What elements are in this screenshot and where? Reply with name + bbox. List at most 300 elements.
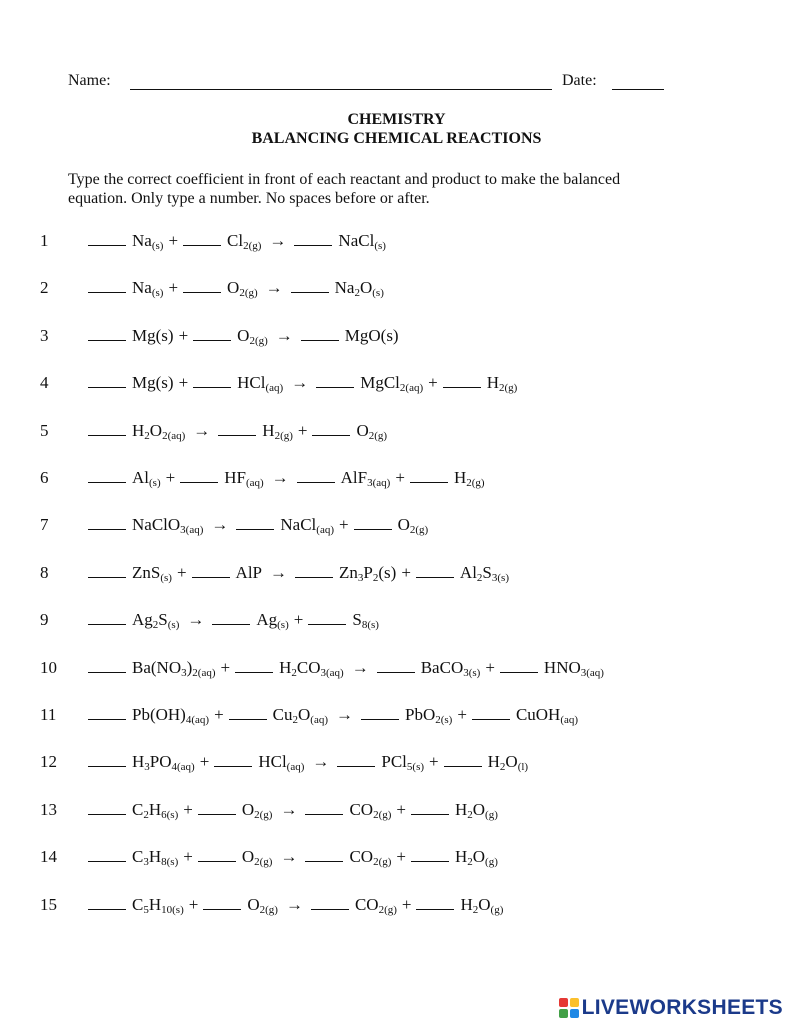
coefficient-blank[interactable] xyxy=(308,608,346,625)
formula-subscript: 3 xyxy=(143,856,149,869)
formula-subscript: 8(s) xyxy=(161,856,179,869)
formula-part: Pb(OH) xyxy=(132,705,186,724)
coefficient-blank[interactable] xyxy=(312,419,350,436)
chemical-formula xyxy=(487,752,529,774)
reaction-arrow: → xyxy=(285,894,303,914)
chemical-equation xyxy=(88,893,503,917)
plus-sign: + xyxy=(297,420,308,440)
coefficient-blank[interactable] xyxy=(212,608,250,625)
formula-subscript: 3 xyxy=(181,666,187,679)
chemical-formula xyxy=(242,800,273,819)
plus-sign: + xyxy=(199,752,210,772)
coefficient-blank[interactable] xyxy=(291,276,329,293)
coefficient-blank[interactable] xyxy=(198,798,236,815)
coefficient-blank[interactable] xyxy=(218,419,256,436)
formula-subscript: 3 xyxy=(357,571,364,584)
formula-part: O xyxy=(505,752,518,772)
coefficient-blank[interactable] xyxy=(337,750,375,767)
formula-part: ) xyxy=(186,657,193,677)
coefficient-blank[interactable] xyxy=(88,845,126,862)
chemical-equation xyxy=(88,798,498,822)
chemical-formula xyxy=(227,278,258,300)
chemical-equation xyxy=(88,750,528,774)
formula-part: AlF xyxy=(340,468,368,487)
liveworksheets-logo xyxy=(559,996,783,1020)
coefficient-blank[interactable] xyxy=(88,276,126,293)
formula-part: Na xyxy=(132,231,152,250)
date-field-line xyxy=(612,89,664,90)
plus-sign: + xyxy=(401,894,412,914)
formula-subscript: (g) xyxy=(485,856,498,869)
formula-subscript: (aq) xyxy=(560,714,579,726)
formula-part: CO xyxy=(349,847,374,867)
formula-subscript: (s) xyxy=(277,619,289,632)
chemical-formula xyxy=(236,563,262,582)
chemical-formula xyxy=(397,515,429,537)
coefficient-blank[interactable] xyxy=(88,893,126,910)
chemical-formula xyxy=(132,421,185,440)
chemical-formula xyxy=(132,326,174,345)
formula-part: CuOH xyxy=(515,705,561,724)
chemical-formula xyxy=(241,847,273,869)
formula-subscript: 2(g) xyxy=(368,429,388,442)
formula-subscript: (aq) xyxy=(265,382,284,395)
formula-part: Mg(s) xyxy=(132,373,174,393)
formula-subscript: 2(aq) xyxy=(162,429,186,442)
chemical-equation xyxy=(88,419,387,443)
formula-subscript: 2(g) xyxy=(373,856,392,869)
coefficient-blank[interactable] xyxy=(229,703,267,720)
formula-subscript: 2 xyxy=(292,714,298,726)
chemical-formula xyxy=(544,658,604,677)
formula-subscript: 10(s) xyxy=(161,903,184,916)
formula-part: C xyxy=(132,847,144,867)
coefficient-blank[interactable] xyxy=(443,371,481,388)
problem-number: 3 xyxy=(40,325,49,345)
reaction-arrow: → xyxy=(280,799,298,819)
coefficient-blank[interactable] xyxy=(411,798,449,815)
formula-subscript: 3(s) xyxy=(491,571,509,584)
formula-part: H xyxy=(486,373,499,393)
chemical-formula xyxy=(345,326,399,345)
chemical-formula xyxy=(132,800,178,819)
instructions-line-1: Type the correct coefficient in front of each reactant and product to make the balanced xyxy=(68,171,621,188)
formula-subscript: 2(g) xyxy=(373,808,392,821)
chemical-formula xyxy=(132,705,209,724)
coefficient-blank[interactable] xyxy=(180,466,218,483)
date-label: Date: xyxy=(562,72,597,89)
coefficient-blank[interactable] xyxy=(500,656,538,673)
formula-subscript: 2(g) xyxy=(249,334,268,347)
coefficient-blank[interactable] xyxy=(88,229,126,246)
formula-subscript: 2 xyxy=(291,666,297,679)
formula-subscript: 2 xyxy=(476,571,483,584)
formula-part: Al xyxy=(132,468,149,487)
chemical-formula xyxy=(132,752,195,774)
formula-part: O xyxy=(472,799,486,819)
formula-part: HF xyxy=(224,468,246,487)
reaction-arrow: → xyxy=(351,657,369,677)
chemical-formula xyxy=(355,895,397,914)
chemical-formula xyxy=(381,752,425,774)
formula-subscript: (g) xyxy=(490,903,504,916)
plus-sign: + xyxy=(293,610,304,630)
plus-sign: + xyxy=(176,562,187,582)
name-field-line xyxy=(130,89,552,90)
problem-number: 10 xyxy=(40,657,57,677)
coefficient-blank[interactable] xyxy=(361,703,399,720)
coefficient-blank[interactable] xyxy=(203,893,241,910)
plus-sign: + xyxy=(428,373,438,393)
formula-part: AlP xyxy=(235,562,263,582)
problem-number: 11 xyxy=(40,705,57,724)
formula-subscript: (aq) xyxy=(245,477,264,489)
formula-part: Cu xyxy=(272,705,293,724)
problem-number: 2 xyxy=(40,278,49,298)
plus-sign: + xyxy=(429,752,439,772)
coefficient-blank[interactable] xyxy=(88,513,126,530)
coefficient-blank[interactable] xyxy=(235,656,273,673)
formula-part: MgCl xyxy=(360,373,400,393)
reaction-arrow: → xyxy=(275,325,293,345)
chemical-equation xyxy=(88,703,578,727)
coefficient-blank[interactable] xyxy=(416,893,454,910)
coefficient-blank[interactable] xyxy=(88,419,126,436)
formula-subscript: (aq) xyxy=(286,761,305,774)
coefficient-blank[interactable] xyxy=(294,229,332,246)
logo-square-blue xyxy=(570,1009,579,1018)
chemical-formula xyxy=(339,563,396,582)
formula-part: O xyxy=(478,894,491,914)
chemical-formula xyxy=(227,231,261,250)
formula-subscript: (aq) xyxy=(316,524,334,537)
problem-number: 14 xyxy=(40,847,57,867)
coefficient-blank[interactable] xyxy=(88,466,126,483)
chemical-equation xyxy=(88,324,399,348)
formula-subscript: 2 xyxy=(472,903,479,916)
formula-part: H xyxy=(454,847,468,867)
formula-part: O xyxy=(241,799,255,819)
reaction-arrow: → xyxy=(270,562,288,582)
coefficient-blank[interactable] xyxy=(198,845,236,862)
formula-subscript: 2(g) xyxy=(254,808,273,821)
plus-sign: + xyxy=(395,468,405,487)
plus-sign: + xyxy=(396,847,406,867)
reaction-arrow: → xyxy=(291,373,309,393)
problem-number: 1 xyxy=(40,231,49,250)
formula-subscript: 2 xyxy=(372,571,379,584)
coefficient-blank[interactable] xyxy=(88,608,126,625)
name-label: Name: xyxy=(68,72,111,89)
formula-part: H xyxy=(460,894,473,914)
problem-number: 9 xyxy=(40,610,49,630)
coefficient-blank[interactable] xyxy=(377,656,415,673)
instructions-line-2: equation. Only type a number. No spaces before or after. xyxy=(68,190,430,207)
chemical-formula xyxy=(405,705,452,724)
chemical-formula xyxy=(132,278,164,300)
problem-number: 4 xyxy=(40,373,49,393)
coefficient-blank[interactable] xyxy=(316,371,354,388)
formula-part: BaCO xyxy=(420,657,464,677)
chemical-formula xyxy=(455,800,498,819)
formula-part: CO xyxy=(354,894,379,914)
chemical-formula xyxy=(279,658,344,677)
chemical-formula xyxy=(460,563,509,582)
formula-subscript: 2(aq) xyxy=(192,666,216,679)
formula-part: HCl xyxy=(258,752,287,772)
coefficient-blank[interactable] xyxy=(295,561,333,578)
coefficient-blank[interactable] xyxy=(297,466,335,483)
coefficient-blank[interactable] xyxy=(183,276,221,293)
coefficient-blank[interactable] xyxy=(88,656,126,673)
chemical-formula xyxy=(247,895,278,914)
formula-part: Ag xyxy=(132,610,153,630)
chemical-formula xyxy=(349,800,391,819)
formula-subscript: 8(s) xyxy=(361,619,379,632)
formula-part: P xyxy=(363,562,373,582)
coefficient-blank[interactable] xyxy=(88,324,126,341)
formula-subscript: (s) xyxy=(149,477,161,489)
formula-subscript: (aq) xyxy=(310,714,328,726)
formula-part: H xyxy=(453,468,467,487)
chemical-formula xyxy=(280,515,334,537)
formula-part: ZnS xyxy=(132,562,161,582)
plus-sign: + xyxy=(401,562,411,582)
coefficient-blank[interactable] xyxy=(301,324,339,341)
coefficient-blank[interactable] xyxy=(444,750,482,767)
coefficient-blank[interactable] xyxy=(214,750,252,767)
coefficient-blank[interactable] xyxy=(416,561,454,578)
logo-square-red xyxy=(559,998,568,1007)
chemical-formula xyxy=(273,705,328,724)
formula-subscript: 5(s) xyxy=(406,761,425,774)
formula-part: NaCl xyxy=(280,515,317,535)
reaction-arrow: → xyxy=(336,705,353,724)
formula-subscript: 3(aq) xyxy=(180,524,204,537)
formula-part: Mg(s) xyxy=(132,325,174,345)
problem-number: 6 xyxy=(40,468,49,487)
logo-square-yellow xyxy=(570,998,579,1007)
formula-part: O xyxy=(472,847,486,867)
formula-part: Na xyxy=(334,278,355,298)
formula-subscript: 2(aq) xyxy=(399,382,424,395)
plus-sign: + xyxy=(457,705,467,724)
worksheet-title xyxy=(0,110,793,148)
formula-subscript: 5 xyxy=(143,903,149,916)
chemical-formula xyxy=(486,373,518,395)
chemical-equation xyxy=(88,466,485,490)
formula-subscript: 2(g) xyxy=(239,287,258,300)
formula-subscript: (s) xyxy=(167,619,180,632)
coefficient-blank[interactable] xyxy=(88,561,126,578)
chemical-equation xyxy=(88,371,517,395)
formula-part: C xyxy=(132,799,144,819)
chemical-formula xyxy=(516,705,578,724)
chemical-formula xyxy=(132,468,161,487)
coefficient-blank[interactable] xyxy=(472,703,510,720)
formula-part: Cl xyxy=(227,231,244,250)
formula-subscript: 6(s) xyxy=(161,808,179,821)
chemical-equation xyxy=(88,845,498,869)
plus-sign: + xyxy=(183,847,193,867)
coefficient-blank[interactable] xyxy=(193,371,231,388)
formula-part: H xyxy=(148,799,162,819)
formula-part: H xyxy=(279,657,292,677)
coefficient-blank[interactable] xyxy=(88,371,126,388)
chemical-formula xyxy=(262,421,293,440)
reaction-arrow: → xyxy=(280,847,298,867)
reaction-arrow: → xyxy=(193,420,211,440)
formula-subscript: 4(aq) xyxy=(185,714,210,726)
plus-sign: + xyxy=(183,799,193,819)
formula-part: O xyxy=(356,420,369,440)
coefficient-blank[interactable] xyxy=(305,798,343,815)
formula-part: O xyxy=(241,847,255,867)
reaction-arrow: → xyxy=(312,752,330,772)
formula-subscript: (l) xyxy=(517,761,529,774)
formula-subscript: 2(g) xyxy=(466,477,485,489)
formula-subscript: 3(s) xyxy=(463,666,481,679)
coefficient-blank[interactable] xyxy=(354,513,392,530)
problem-number: 7 xyxy=(40,515,49,535)
formula-subscript: 2 xyxy=(143,808,149,821)
chemical-equation xyxy=(88,276,384,300)
formula-subscript: 2 xyxy=(467,856,473,869)
plus-sign: + xyxy=(396,799,406,819)
chemical-formula xyxy=(360,373,424,395)
chemical-formula xyxy=(132,563,172,582)
formula-subscript: 2 xyxy=(499,761,506,774)
coefficient-blank[interactable] xyxy=(192,561,230,578)
title-topic: BALANCING CHEMICAL REACTIONS xyxy=(251,130,542,147)
chemical-formula xyxy=(132,847,179,869)
plus-sign: + xyxy=(165,468,176,487)
instructions xyxy=(68,170,718,208)
formula-part: MgO(s) xyxy=(344,325,399,345)
formula-subscript: 2 xyxy=(152,619,159,632)
reaction-arrow: → xyxy=(187,610,205,630)
chemical-formula xyxy=(256,610,289,632)
formula-subscript: 4(aq) xyxy=(171,761,195,774)
plus-sign: + xyxy=(168,231,179,250)
header-row xyxy=(68,70,668,92)
formula-part: CO xyxy=(296,657,321,677)
coefficient-blank[interactable] xyxy=(88,750,126,767)
chemical-equation xyxy=(88,561,509,585)
problem-number: 15 xyxy=(40,894,57,914)
chemical-equation xyxy=(88,656,604,680)
formula-subscript: (s) xyxy=(151,240,164,252)
formula-subscript: 3(aq) xyxy=(320,666,344,679)
formula-part: PO xyxy=(149,752,172,772)
formula-subscript: (s) xyxy=(151,287,164,300)
coefficient-blank[interactable] xyxy=(88,703,126,720)
formula-part: HCl xyxy=(237,373,266,393)
formula-part: H xyxy=(148,847,162,867)
plus-sign: + xyxy=(220,657,231,677)
problem-number: 5 xyxy=(40,420,49,440)
formula-subscript: (s) xyxy=(160,571,172,584)
reaction-arrow: → xyxy=(269,231,287,250)
chemical-formula xyxy=(132,231,163,250)
chemical-formula xyxy=(132,515,204,537)
chemical-formula xyxy=(454,468,485,487)
formula-part: O xyxy=(247,894,260,914)
formula-part: O xyxy=(359,278,373,298)
formula-subscript: 2(g) xyxy=(254,856,273,869)
formula-subscript: 3(aq) xyxy=(367,477,391,489)
chemical-formula xyxy=(460,895,503,914)
coefficient-blank[interactable] xyxy=(305,845,343,862)
formula-subscript: 2 xyxy=(144,429,150,442)
formula-subscript: 2(s) xyxy=(435,714,453,726)
formula-part: H xyxy=(487,752,500,772)
plus-sign: + xyxy=(485,657,495,677)
problem-number: 13 xyxy=(40,799,57,819)
coefficient-blank[interactable] xyxy=(410,466,448,483)
liveworksheets-logo-icon xyxy=(559,998,579,1018)
formula-part: Al xyxy=(459,562,477,582)
coefficient-blank[interactable] xyxy=(411,845,449,862)
chemical-formula xyxy=(132,658,216,677)
formula-part: H xyxy=(132,420,145,440)
coefficient-blank[interactable] xyxy=(236,513,274,530)
formula-part: H xyxy=(132,752,145,772)
logo-square-green xyxy=(559,1009,568,1018)
chemical-formula xyxy=(132,895,184,914)
coefficient-blank[interactable] xyxy=(193,324,231,341)
formula-subscript: (g) xyxy=(485,808,498,821)
chemical-formula xyxy=(352,610,379,632)
formula-part: Zn xyxy=(339,562,358,582)
formula-part: Ba(NO xyxy=(132,657,182,677)
formula-part: H xyxy=(148,894,162,914)
coefficient-blank[interactable] xyxy=(183,229,221,246)
formula-part: PbO xyxy=(405,705,436,724)
chemical-formula xyxy=(237,373,284,395)
formula-part: (s) xyxy=(378,562,397,582)
chemical-formula xyxy=(454,847,498,869)
formula-part: O xyxy=(298,705,311,724)
chemical-formula xyxy=(338,231,386,250)
coefficient-blank[interactable] xyxy=(88,798,126,815)
logo-text: LIVEWORKSHEETS xyxy=(581,996,783,1019)
reaction-arrow: → xyxy=(211,515,229,535)
reaction-arrow: → xyxy=(271,468,289,487)
formula-part: O xyxy=(227,278,240,298)
formula-part: HNO xyxy=(543,657,581,677)
plus-sign: + xyxy=(178,325,189,345)
formula-part: H xyxy=(262,420,275,440)
formula-subscript: 2(g) xyxy=(259,903,278,916)
formula-subscript: (s) xyxy=(374,240,386,252)
formula-part: CO xyxy=(349,799,374,819)
coefficient-blank[interactable] xyxy=(311,893,349,910)
formula-part: O xyxy=(397,515,410,535)
formula-part: Na xyxy=(132,278,152,298)
formula-part: H xyxy=(454,799,468,819)
chemical-formula xyxy=(334,278,384,300)
chemical-formula xyxy=(349,847,392,869)
plus-sign: + xyxy=(188,894,199,914)
formula-part: O xyxy=(237,325,250,345)
formula-part: Ag xyxy=(256,610,278,630)
formula-part: S xyxy=(482,562,492,582)
title-subject: CHEMISTRY xyxy=(347,111,446,128)
plus-sign: + xyxy=(168,278,179,298)
formula-subscript: (s) xyxy=(372,287,384,300)
chemical-formula xyxy=(356,421,387,440)
